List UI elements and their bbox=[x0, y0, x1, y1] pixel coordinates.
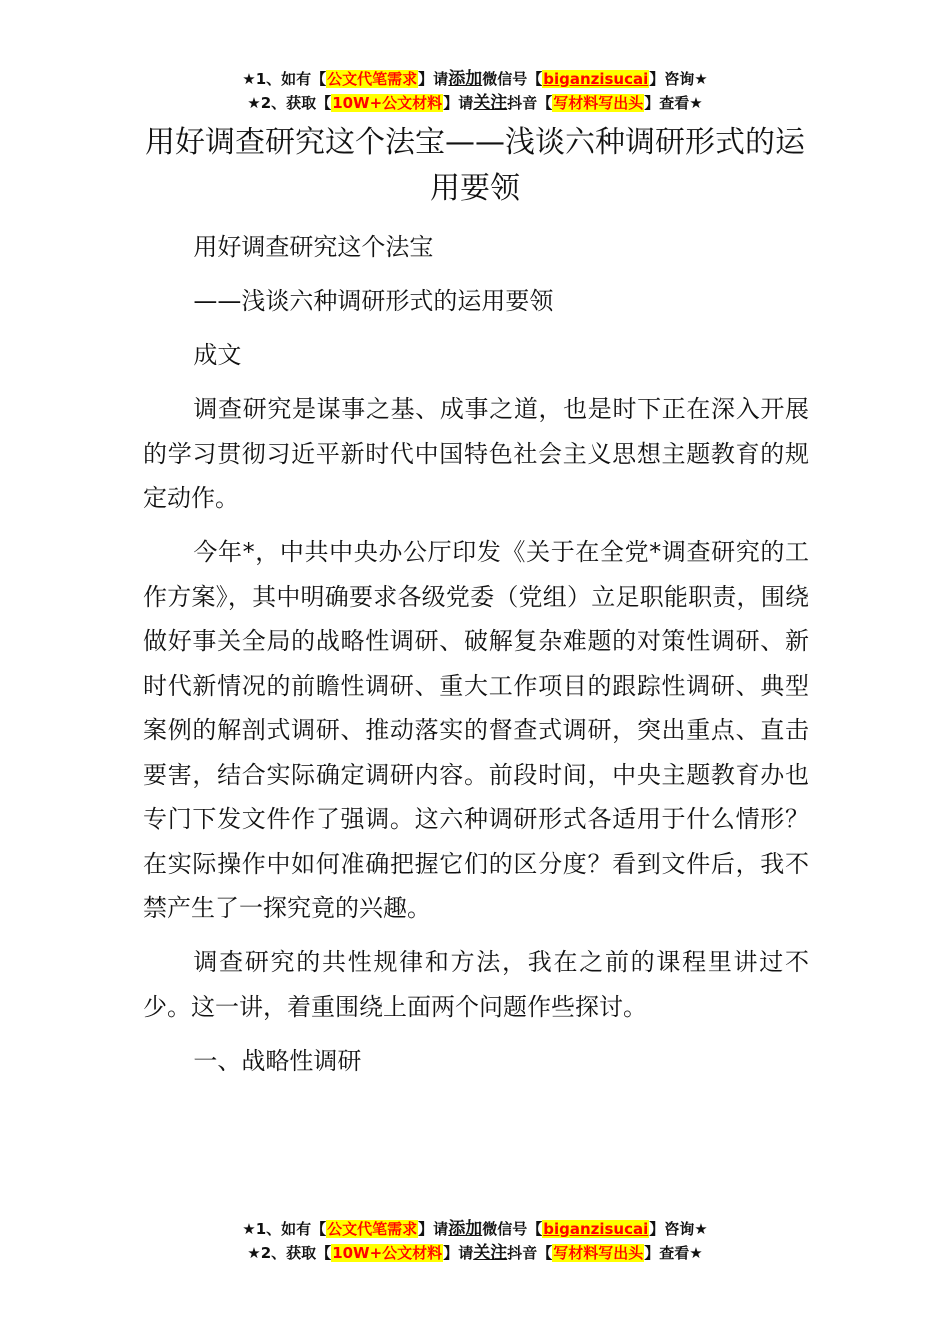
banner-text: ★1、如有【 bbox=[242, 70, 327, 88]
author-line: 成文 bbox=[193, 341, 242, 369]
banner-highlight: biganzisucai bbox=[543, 70, 649, 88]
banner-highlight: 10W+公文材料 bbox=[332, 94, 443, 112]
banner-line-1 bbox=[0, 1217, 950, 1241]
subtitle-line: ——浅谈六种调研形式的运用要领 bbox=[193, 287, 554, 315]
banner-highlight: 写材料写出头 bbox=[553, 94, 644, 112]
banner-highlight: 公文代笔需求 bbox=[327, 1220, 418, 1238]
body-paragraph: 调查研究的共性规律和方法，我在之前的课程里讲过不少。这一讲，着重围绕上面两个问题作些探讨。 bbox=[143, 948, 809, 1021]
banner-text: ★2、获取【 bbox=[247, 1244, 332, 1262]
body-paragraph: 今年*，中共中央办公厅印发《关于在全党*调查研究的工作方案》，其中明确要求各级党委（党组）立足职能职责，围绕做好事关全局的战略性调研、破解复杂难题的对策性调研、新时代新情况的前瞻性调研、重大工作项目的跟踪性调研、典型案例的解剖式调研、推动落实的督查式调研，突出重点、直击要害，结合实际确定调研内容。前段时间，中央主题教育办也专门下发文件作了强调。这六种调研形式各适用于什么情形？在实际操作中如何准确把握它们的区分度？看到文件后，我不禁产生了一探究竟的兴趣。 bbox=[143, 538, 809, 922]
banner-text: 】请 bbox=[418, 70, 449, 88]
banner-highlight: biganzisucai bbox=[543, 1220, 649, 1238]
document-body bbox=[143, 225, 809, 1093]
section-heading: 一、战略性调研 bbox=[193, 1046, 362, 1075]
banner-text: 】请 bbox=[443, 1244, 474, 1262]
banner-emphasis: 添加 bbox=[448, 1219, 483, 1239]
banner-text: 抖音【 bbox=[507, 94, 553, 112]
banner-text: 微信号【 bbox=[482, 1220, 543, 1238]
banner-line-2 bbox=[0, 1241, 950, 1265]
document-title: 用好调查研究这个法宝——浅谈六种调研形式的运用要领 bbox=[145, 125, 805, 206]
banner-text: ★2、获取【 bbox=[247, 94, 332, 112]
banner-emphasis: 添加 bbox=[448, 69, 483, 89]
body-paragraph: 调查研究是谋事之基、成事之道，也是时下正在深入开展的学习贯彻习近平新时代中国特色社会主义思想主题教育的规定动作。 bbox=[143, 395, 809, 512]
banner-text: 】请 bbox=[418, 1220, 449, 1238]
footer-banner bbox=[0, 1217, 950, 1265]
banner-line-2 bbox=[0, 91, 950, 115]
banner-highlight: 10W+公文材料 bbox=[332, 1244, 443, 1262]
banner-text: 】请 bbox=[443, 94, 474, 112]
banner-line-1 bbox=[0, 67, 950, 91]
banner-highlight: 写材料写出头 bbox=[553, 1244, 644, 1262]
banner-text: 】查看★ bbox=[644, 94, 703, 112]
banner-emphasis: 关注 bbox=[473, 1243, 508, 1263]
banner-text: 】咨询★ bbox=[649, 1220, 708, 1238]
subtitle-line: 用好调查研究这个法宝 bbox=[193, 233, 434, 261]
header-banner bbox=[0, 67, 950, 115]
banner-emphasis: 关注 bbox=[473, 93, 508, 113]
banner-text: 】查看★ bbox=[644, 1244, 703, 1262]
banner-text: 微信号【 bbox=[482, 70, 543, 88]
banner-highlight: 公文代笔需求 bbox=[327, 70, 418, 88]
banner-text: 】咨询★ bbox=[649, 70, 708, 88]
banner-text: ★1、如有【 bbox=[242, 1220, 327, 1238]
banner-text: 抖音【 bbox=[507, 1244, 553, 1262]
